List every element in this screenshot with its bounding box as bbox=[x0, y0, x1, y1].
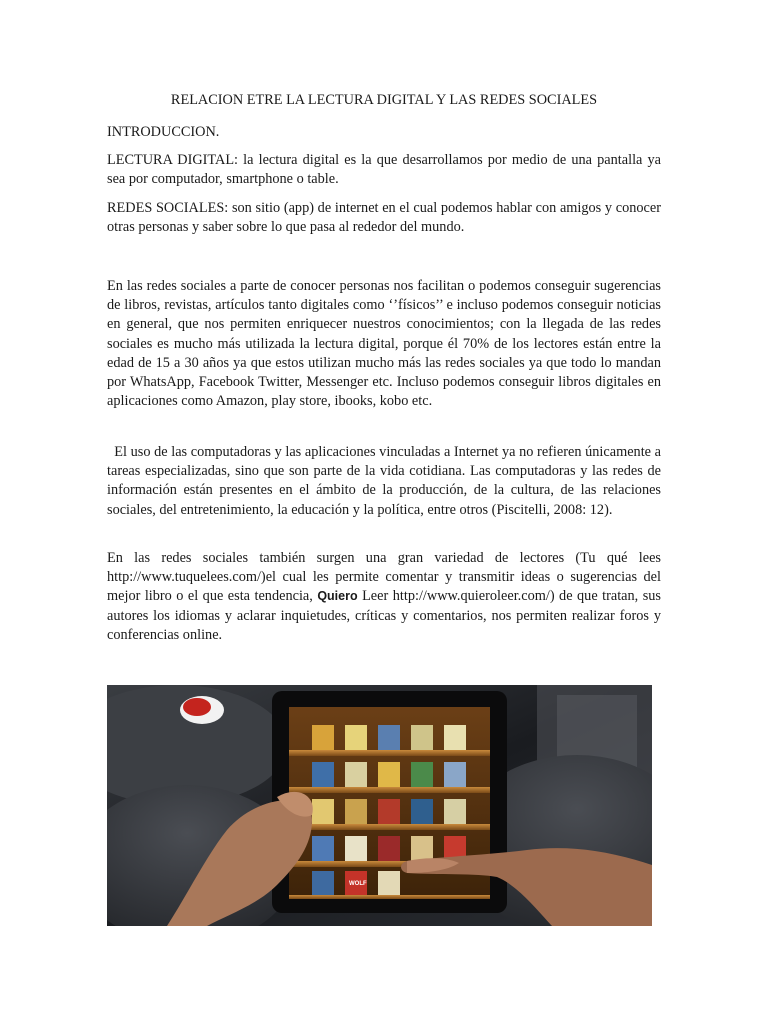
definition-text: la lectura digital es la que desarrollamos por medio de una pantalla ya sea por computador, smartphone o table. bbox=[107, 152, 661, 188]
quiero-leer-brand: Quiero bbox=[317, 589, 358, 604]
paragraph-text: En las redes sociales también surgen una gran variedad de lectores (Tu qué lees http://www.tuquelees.com/)el cual les permite comentar y transmitir ideas o sugerencias del mejor libro o el que esta tendencia, bbox=[107, 550, 661, 605]
paragraph-text: Leer http://www.quieroleer.com/) de que tratan, sus autores los idiomas y aclarar inquietudes, críticas y comentarios, nos permiten realizar foros y conferencias online. bbox=[107, 588, 661, 643]
book-cover-label: WOLF bbox=[349, 881, 367, 887]
paragraph-3 bbox=[107, 549, 661, 645]
document-title: RELACION ETRE LA LECTURA DIGITAL Y LAS REDES SOCIALES bbox=[170, 92, 598, 108]
paragraph-text: En las redes sociales a parte de conocer personas nos facilitan o podemos conseguir sugerencias de libros, revistas, artículos tanto digitales como ‘’físicos’’ e incluso podemos conseguir noticias en general, que nos permiten enriquecer nuestros conocimientos; con la llegada de las redes sociales es mucho más utilizada la lectura digital, porque él 70% de los lectores están entre la edad de 15 a 30 años ya que estos utilizan mucho más las redes sociales ya que todo lo mandan por WhatsApp, Facebook Twitter, Messenger etc. Incluso podemos conseguir libros digitales en aplicaciones como Amazon, play store, ibooks, kobo etc. bbox=[107, 278, 661, 410]
tablet-photo-illustration bbox=[107, 685, 652, 926]
definition-label: LECTURA DIGITAL: bbox=[107, 152, 239, 168]
paragraph-1 bbox=[107, 277, 661, 411]
definition-redes-sociales bbox=[107, 199, 661, 237]
intro-heading: INTRODUCCION. bbox=[107, 124, 220, 140]
definition-text: son sitio (app) de internet en el cual podemos hablar con amigos y conocer otras personas y saber sobre lo que pasa al rededor del mundo. bbox=[107, 200, 662, 236]
tablet-bookshelf-photo bbox=[107, 685, 652, 926]
paragraph-text: El uso de las computadoras y las aplicaciones vinculadas a Internet ya no refieren únicamente a tareas especializadas, sino que son parte de la vida cotidiana. Las computadoras y las redes de información están presentes en el ámbito de la producción, de la cultura, de las relaciones sociales, del entretenimiento, la educación y la política, entre otros (Piscitelli, 2008: 12). bbox=[107, 444, 665, 518]
paragraph-2 bbox=[107, 443, 665, 520]
definition-label: REDES SOCIALES: bbox=[107, 200, 229, 216]
definition-lectura-digital bbox=[107, 151, 661, 189]
